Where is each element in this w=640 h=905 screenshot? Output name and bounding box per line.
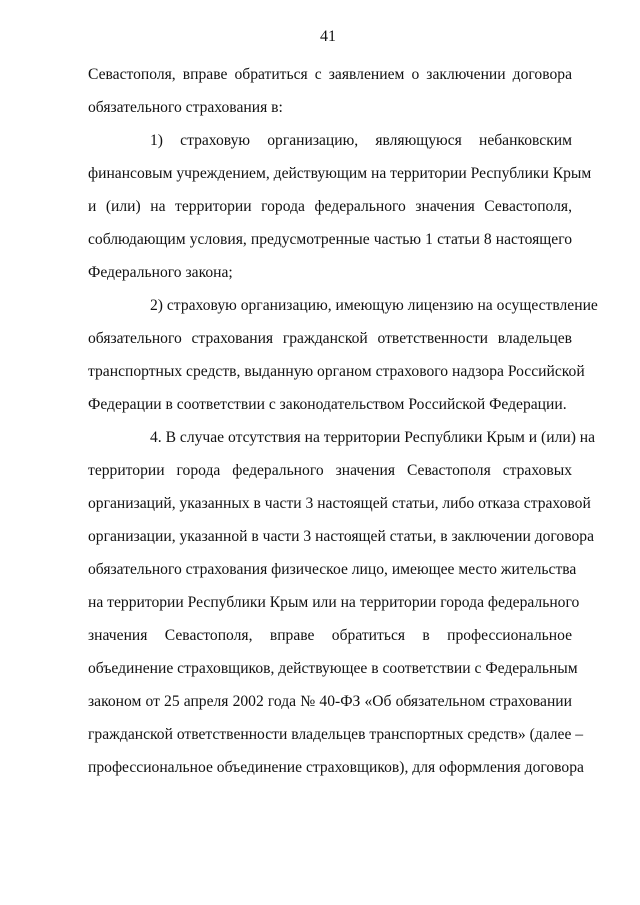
text-line: организации, указанной в части 3 настоящей статьи, в заключении договора (88, 528, 594, 545)
text-line: финансовым учреждением, действующим на территории Республики Крым (88, 165, 592, 182)
text-line: профессиональное объединение страховщиков), для оформления договора (88, 759, 584, 776)
text-line: организаций, указанных в части 3 настоящей статьи, либо отказа страховой (88, 495, 591, 512)
text-line: обязательного страхования в: (88, 99, 283, 116)
text-line: соблюдающим условия, предусмотренные частью 1 статьи 8 настоящего (88, 231, 572, 248)
text-line: Федерального закона; (88, 264, 233, 281)
text-line: законом от 25 апреля 2002 года № 40-ФЗ «Об обязательном страховании (88, 693, 572, 710)
text-line: и (или) на территории города федерального значения Севастополя, (88, 198, 572, 215)
text-line: 2) страховую организацию, имеющую лицензию на осуществление (150, 297, 598, 314)
text-line: 1) страховую организацию, являющуюся небанковским (150, 132, 572, 149)
text-line: Севастополя, вправе обратиться с заявлением о заключении договора (88, 66, 572, 83)
document-body (88, 58, 598, 784)
text-line: территории города федерального значения Севастополя страховых (88, 462, 572, 479)
text-line: 4. В случае отсутствия на территории Республики Крым и (или) на (150, 429, 596, 446)
text-line: обязательного страхования гражданской ответственности владельцев (88, 330, 572, 347)
text-line: значения Севастополя, вправе обратиться в профессиональное (88, 627, 572, 644)
text-line: на территории Республики Крым или на территории города федерального (88, 594, 580, 611)
text-line: обязательного страхования физическое лицо, имеющее место жительства (88, 561, 577, 578)
text-line: объединение страховщиков, действующее в соответствии с Федеральным (88, 660, 578, 677)
text-line: гражданской ответственности владельцев транспортных средств» (далее – (88, 726, 584, 743)
text-line: транспортных средств, выданную органом страхового надзора Российской (88, 363, 585, 380)
text-line: Федерации в соответствии с законодательством Российской Федерации. (88, 396, 567, 413)
page-number: 41 (320, 28, 336, 45)
